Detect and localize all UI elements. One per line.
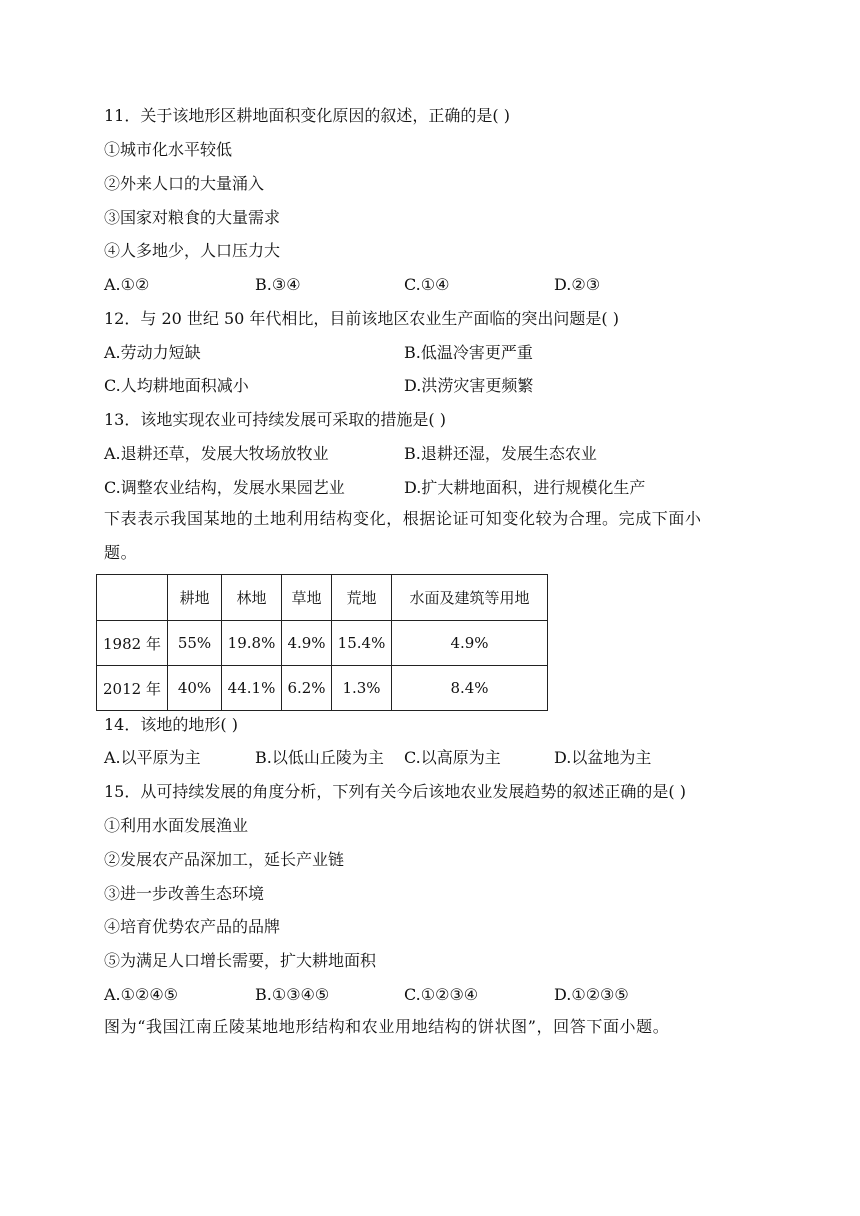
table-cell: 15.4% [332,621,392,666]
q11-item-4: ④人多地少，人口压力大 [104,241,281,260]
q15-option-d[interactable]: D.①②③⑤ [554,985,629,1004]
q15-item-5: ⑤为满足人口增长需要，扩大耕地面积 [104,951,377,970]
q12-stem: 12．与 20 世纪 50 年代相比，目前该地区农业生产面临的突出问题是( ) [104,309,619,328]
q14-option-b[interactable]: B.以低山丘陵为主 [255,748,384,767]
table-cell: 8.4% [392,666,548,711]
q13-option-d[interactable]: D.扩大耕地面积，进行规模化生产 [404,478,646,497]
q11-option-c[interactable]: C.①④ [404,275,450,294]
table-header-cell: 草地 [282,575,332,621]
q11-option-b[interactable]: B.③④ [255,275,301,294]
q12-option-b[interactable]: B.低温冷害更严重 [404,343,533,362]
table-cell: 4.9% [282,621,332,666]
table-cell: 6.2% [282,666,332,711]
table-header-row [97,575,548,621]
q15-item-1: ①利用水面发展渔业 [104,816,249,835]
pie-chart-intro: 图为“我国江南丘陵某地地形结构和农业用地结构的饼状图”，回答下面小题。 [104,1017,670,1036]
table-cell: 2012 年 [97,666,168,711]
q13-option-b[interactable]: B.退耕还湿，发展生态农业 [404,444,597,463]
table-cell: 1982 年 [97,621,168,666]
table-header-cell: 耕地 [168,575,222,621]
table-row [97,666,548,711]
table-intro-line-2: 题。 [104,543,138,562]
q11-item-1: ①城市化水平较低 [104,140,233,159]
table-intro-line-1: 下表表示我国某地的土地利用结构变化，根据论证可知变化较为合理。完成下面小 [104,509,702,528]
q15-option-a[interactable]: A.①②④⑤ [104,985,179,1004]
q11-option-d[interactable]: D.②③ [554,275,601,294]
q11-item-2: ②外来人口的大量涌入 [104,174,265,193]
table-header-cell [97,575,168,621]
table-cell: 40% [168,666,222,711]
q14-option-d[interactable]: D.以盆地为主 [554,748,652,767]
q11-item-3: ③国家对粮食的大量需求 [104,208,281,227]
table-header-cell: 水面及建筑等用地 [392,575,548,621]
q15-option-b[interactable]: B.①③④⑤ [255,985,330,1004]
q11-stem: 11．关于该地形区耕地面积变化原因的叙述，正确的是( ) [104,106,510,125]
table-header-cell: 林地 [222,575,282,621]
q12-option-d[interactable]: D.洪涝灾害更频繁 [404,376,534,395]
table-header-cell: 荒地 [332,575,392,621]
q11-option-a[interactable]: A.①② [104,275,150,294]
table-cell: 19.8% [222,621,282,666]
q15-item-3: ③进一步改善生态环境 [104,884,265,903]
q14-option-a[interactable]: A.以平原为主 [104,748,201,767]
q13-stem: 13．该地实现农业可持续发展可采取的措施是( ) [104,410,446,429]
q12-option-c[interactable]: C.人均耕地面积减小 [104,376,249,395]
table-cell: 1.3% [332,666,392,711]
table-row [97,621,548,666]
q12-option-a[interactable]: A.劳动力短缺 [104,343,201,362]
q15-option-c[interactable]: C.①②③④ [404,985,479,1004]
table-cell: 44.1% [222,666,282,711]
land-use-table [96,574,548,711]
table-cell: 55% [168,621,222,666]
q13-option-a[interactable]: A.退耕还草，发展大牧场放牧业 [104,444,329,463]
q14-stem: 14．该地的地形( ) [104,715,238,734]
q14-option-c[interactable]: C.以高原为主 [404,748,501,767]
q15-item-2: ②发展农产品深加工，延长产业链 [104,850,345,869]
q13-option-c[interactable]: C.调整农业结构，发展水果园艺业 [104,478,345,497]
q15-item-4: ④培育优势农产品的品牌 [104,917,281,936]
q15-stem: 15．从可持续发展的角度分析，下列有关今后该地农业发展趋势的叙述正确的是( ) [104,782,686,801]
table-cell: 4.9% [392,621,548,666]
